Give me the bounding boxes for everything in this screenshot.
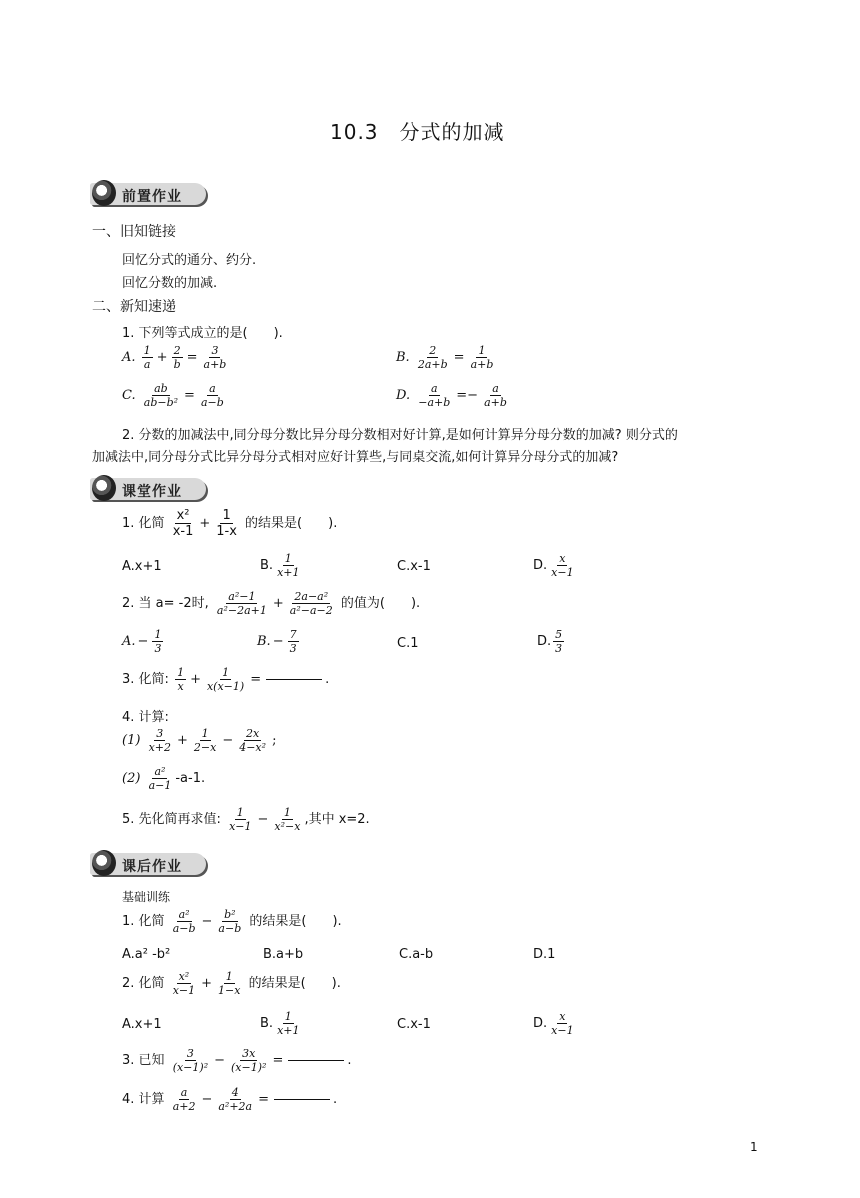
page-title: 10.3 分式的加减 (330, 120, 505, 144)
class-question-5: 5. 先化简再求值: $\frac{1}{x-1}$ − $\frac{1}{\text{x²−x}}$ ,其中 x=2. (122, 806, 370, 833)
class-q4-part-1: (1) $\frac{3}{x+2}$ + $\frac{1}{2-x}$ − $\frac{2x}{\text{4−x²}}$ ; (122, 727, 277, 754)
after-q2-option-c: C.x-1 (397, 1017, 431, 1032)
section-heading-old-knowledge: 一、旧知链接 (92, 224, 176, 240)
option-d: D. $\frac{a}{-a+b}$ =− $\frac{a}{a+b}$ (396, 382, 507, 409)
answer-blank[interactable] (274, 1099, 330, 1100)
question-1: 1. 下列等式成立的是( ). (122, 326, 283, 341)
page-number: 1 (750, 1140, 758, 1154)
question-2-line-2: 加减法中,同分母分式比异分母分式相对应好计算些,与同桌交流,如何计算异分母分式的加减? (92, 450, 619, 465)
class-q2-option-d: D. $\frac{5}{3}$ (537, 628, 563, 655)
answer-blank[interactable] (266, 679, 322, 680)
after-q1-option-c: C.a-b (399, 947, 434, 962)
answer-blank[interactable] (288, 1060, 344, 1061)
class-q1-option-a: A.x+1 (122, 559, 162, 574)
class-question-3: 3. 化简: $\frac{1}{x}$ + $\frac{1}{x(x-1)}$ = . (122, 666, 330, 693)
swirl-icon (92, 180, 116, 206)
option-b: B. $\frac{2}{2a+b}$ = $\frac{1}{a+b}$ (396, 344, 494, 371)
class-question-4: 4. 计算: (122, 710, 169, 725)
after-question-3: 3. 已知 $\frac{3}{\text{(x−1)²}}$ − $\frac{3x}{\text{(x−1)²}}$ = . (122, 1047, 352, 1074)
class-question-2: 2. 当 a= -2时, $\frac{\text{a²−1}}{\text{a²−2a+1}}$ + $\frac{\text{2a−a²}}{\text{a²−a−2}}$ 的值为( ). (122, 590, 421, 617)
after-q2-option-b: B. $\frac{1}{x+1}$ (260, 1010, 300, 1037)
after-q1-option-b: B.a+b (263, 947, 304, 962)
class-q4-part-2: (2) $\frac{\text{a²}}{a-1}$ -a-1. (122, 765, 206, 792)
question-2-line-1: 2. 分数的加减法中,同分母分数比异分母分数相对好计算,是如何计算异分母分数的加减? 则分式的 (122, 428, 678, 443)
runner-icon (92, 850, 116, 876)
banner-pre-homework: 前置作业 (90, 180, 210, 206)
class-q2-option-a: A. − $\frac{1}{3}$ (122, 628, 162, 655)
class-q1-option-d: D. $\frac{x}{x-1}$ (533, 552, 574, 579)
banner-class-homework: 课堂作业 (90, 475, 210, 501)
after-q1-option-a: A.a² -b² (122, 947, 171, 962)
class-q1-option-c: C.x-1 (397, 559, 431, 574)
after-q2-option-a: A.x+1 (122, 1017, 162, 1032)
class-q2-option-c: C.1 (397, 636, 419, 651)
review-line-1: 回忆分式的通分、约分. (122, 253, 257, 268)
banner-after-homework: 课后作业 (90, 850, 210, 876)
option-c: C. $\frac{ab}{\text{ab−b²}}$ = $\frac{a}{a-b}$ (122, 382, 224, 409)
class-q2-option-b: B. − $\frac{7}{3}$ (257, 628, 297, 655)
section-heading-new-knowledge: 二、新知速递 (92, 299, 176, 315)
basic-training-heading: 基础训练 (122, 890, 171, 904)
play-icon (92, 475, 116, 501)
after-question-1: 1. 化简 $\frac{\text{a²}}{a-b}$ − $\frac{\text{b²}}{a-b}$ 的结果是( ). (122, 908, 342, 935)
class-q1-option-b: B. $\frac{1}{x+1}$ (260, 552, 300, 579)
after-q2-option-d: D. $\frac{x}{x-1}$ (533, 1010, 574, 1037)
after-q1-option-d: D.1 (533, 947, 556, 962)
after-question-2: 2. 化简 $\frac{\text{x²}}{x-1}$ + $\frac{1}{1-x}$ 的结果是( ). (122, 970, 341, 997)
option-a: A. $\frac{1}{a}$ + $\frac{2}{b}$ = $\frac{3}{a+b}$ (122, 344, 227, 371)
class-question-1: 1. 化简 $\frac{\text{x²}}{x-1}$ + $\frac{1}{1-x}$ 的结果是( ). (122, 508, 338, 539)
review-line-2: 回忆分数的加减. (122, 276, 218, 291)
after-question-4: 4. 计算 $\frac{a}{a+2}$ − $\frac{4}{\text{a²+2a}}$ = . (122, 1086, 338, 1113)
